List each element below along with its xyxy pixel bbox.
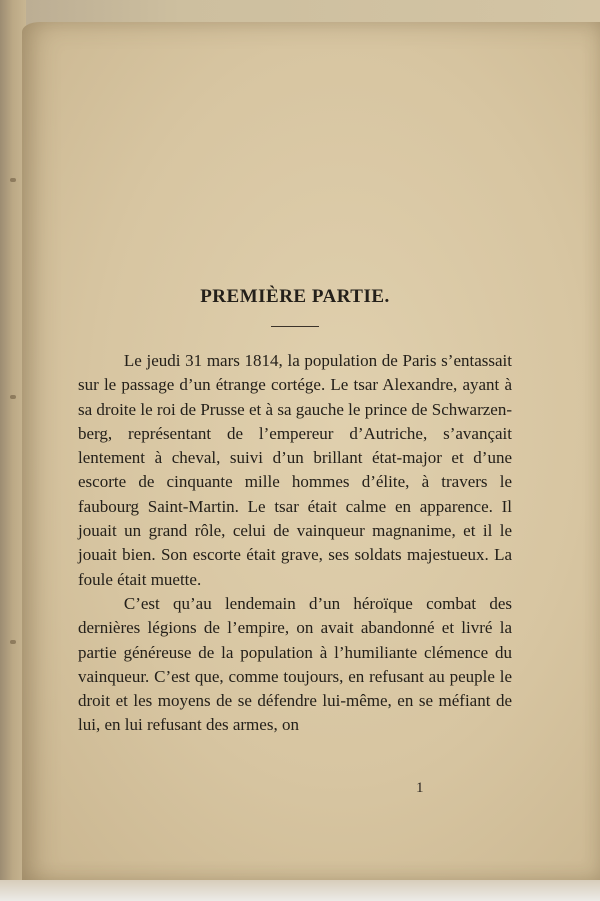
spine-mark — [10, 640, 16, 644]
paragraph-1: Le jeudi 31 mars 1814, la population de Paris s’entassait sur le passage d’un étrange cortége. Le tsar Alexandre, ayant à sa droite le roi de Prusse et à sa gauche le prince de Schwarzenberg, représentant de l’empereur d’Autriche, s’avançait lentement à cheval, suivi d’un brillant état-major et d’une escorte de cinquante mille hommes d’élite, à travers le faubourg Saint-Martin. Le tsar était calme en apparence. Il jouait un grand rôle, celui de vainqueur magnanime, et il le jouait bien. Son escorte était grave, ses soldats majestueux. La foule était muette. — [78, 351, 512, 589]
heading-rule — [271, 326, 319, 327]
section-heading: PREMIÈRE PARTIE. — [200, 286, 390, 307]
spine-mark — [10, 178, 16, 182]
page-number: 1 — [416, 780, 424, 796]
page-text — [78, 270, 512, 738]
page-bottom-edge — [0, 880, 600, 901]
spine-mark — [10, 395, 16, 399]
paragraph-2: C’est qu’au lendemain d’un héroïque combat des dernières légions de l’empire, on avait abandonné et livré la partie généreuse de la population à l’humiliante clémence du vainqueur. C’est que, comme toujours, en refusant au peuple le droit et les moyens de se défendre lui-même, en se méfiant de lui, en lui refusant des armes, on — [78, 593, 512, 735]
